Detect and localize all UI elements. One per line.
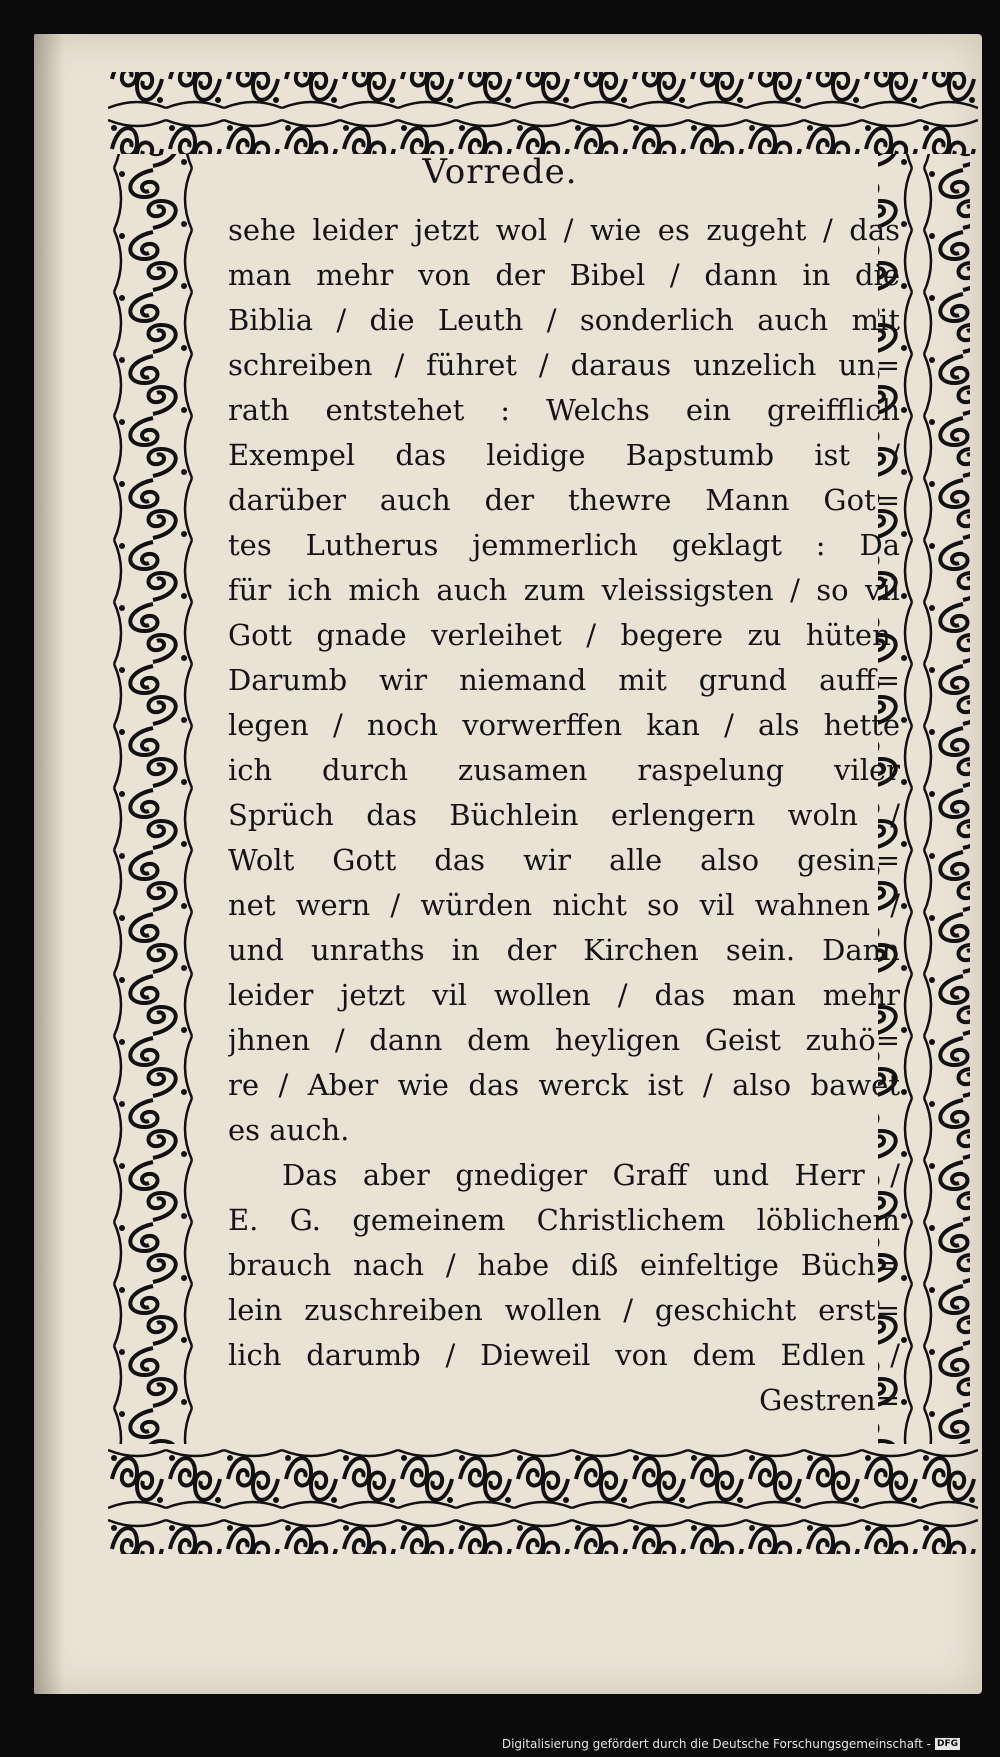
text-line: man mehr von der Bibel / dann in die (228, 258, 900, 292)
text-line: schreiben / führet / daraus unzelich un= (228, 348, 900, 382)
text-line: darüber auch der thewre Mann Got= (228, 483, 900, 517)
text-line: legen / noch vorwerffen kan / als hette (228, 708, 900, 742)
text-line: jhnen / dann dem heyligen Geist zuhö= (228, 1023, 900, 1057)
funding-credit-text: Digitalisierung gefördert durch die Deutsche Forschungsgemeinschaft - (501, 1737, 931, 1751)
running-head: Vorrede. (422, 152, 578, 192)
text-line: lich darumb / Dieweil von dem Edlen / (228, 1338, 900, 1372)
text-line: lein zuschreiben wollen / geschicht erst= (228, 1293, 900, 1327)
text-line: Gott gnade verleihet / begere zu hüten. (228, 618, 900, 652)
footer-bar (0, 1723, 1000, 1757)
text-line: leider jetzt vil wollen / das man mehr (228, 978, 900, 1012)
text-line: net wern / würden nicht so vil wahnen / (228, 888, 900, 922)
text-line: re / Aber wie das werck ist / also bawet (228, 1068, 900, 1102)
text-line: für ich mich auch zum vleissigsten / so vil (228, 573, 900, 607)
text-line: Exempel das leidige Bapstumb ist / (228, 438, 900, 472)
text-line: ich durch zusamen raspelung viler (228, 753, 900, 787)
text-line: Biblia / die Leuth / sonderlich auch mit (228, 303, 900, 337)
text-line: rath entstehet : Welchs ein greifflich (228, 393, 900, 427)
text-line: Darumb wir niemand mit grund auff= (228, 663, 900, 697)
funding-credit (502, 1737, 960, 1751)
text-line: Wolt Gott das wir alle also gesin= (228, 843, 900, 877)
text-line: Das aber gnediger Graff und Herr / (282, 1158, 900, 1192)
text-line: es auch. (228, 1113, 350, 1147)
dfg-logo-icon: DFG (936, 1739, 958, 1749)
spine-shadow (34, 34, 64, 1694)
body-text (228, 208, 900, 1423)
text-line: sehe leider jetzt wol / wie es zugeht / das (228, 213, 900, 247)
text-line: und unraths in der Kirchen sein. Dann (228, 933, 900, 967)
text-line: brauch nach / habe diß einfeltige Büch= (228, 1248, 900, 1282)
text-line: tes Lutherus jemmerlich geklagt : Da (228, 528, 900, 562)
catchword: Gestren= (759, 1383, 900, 1417)
text-line: E. G. gemeinem Christlichem löblichem (228, 1203, 900, 1237)
text-line: Sprüch das Büchlein erlengern woln / (228, 798, 900, 832)
